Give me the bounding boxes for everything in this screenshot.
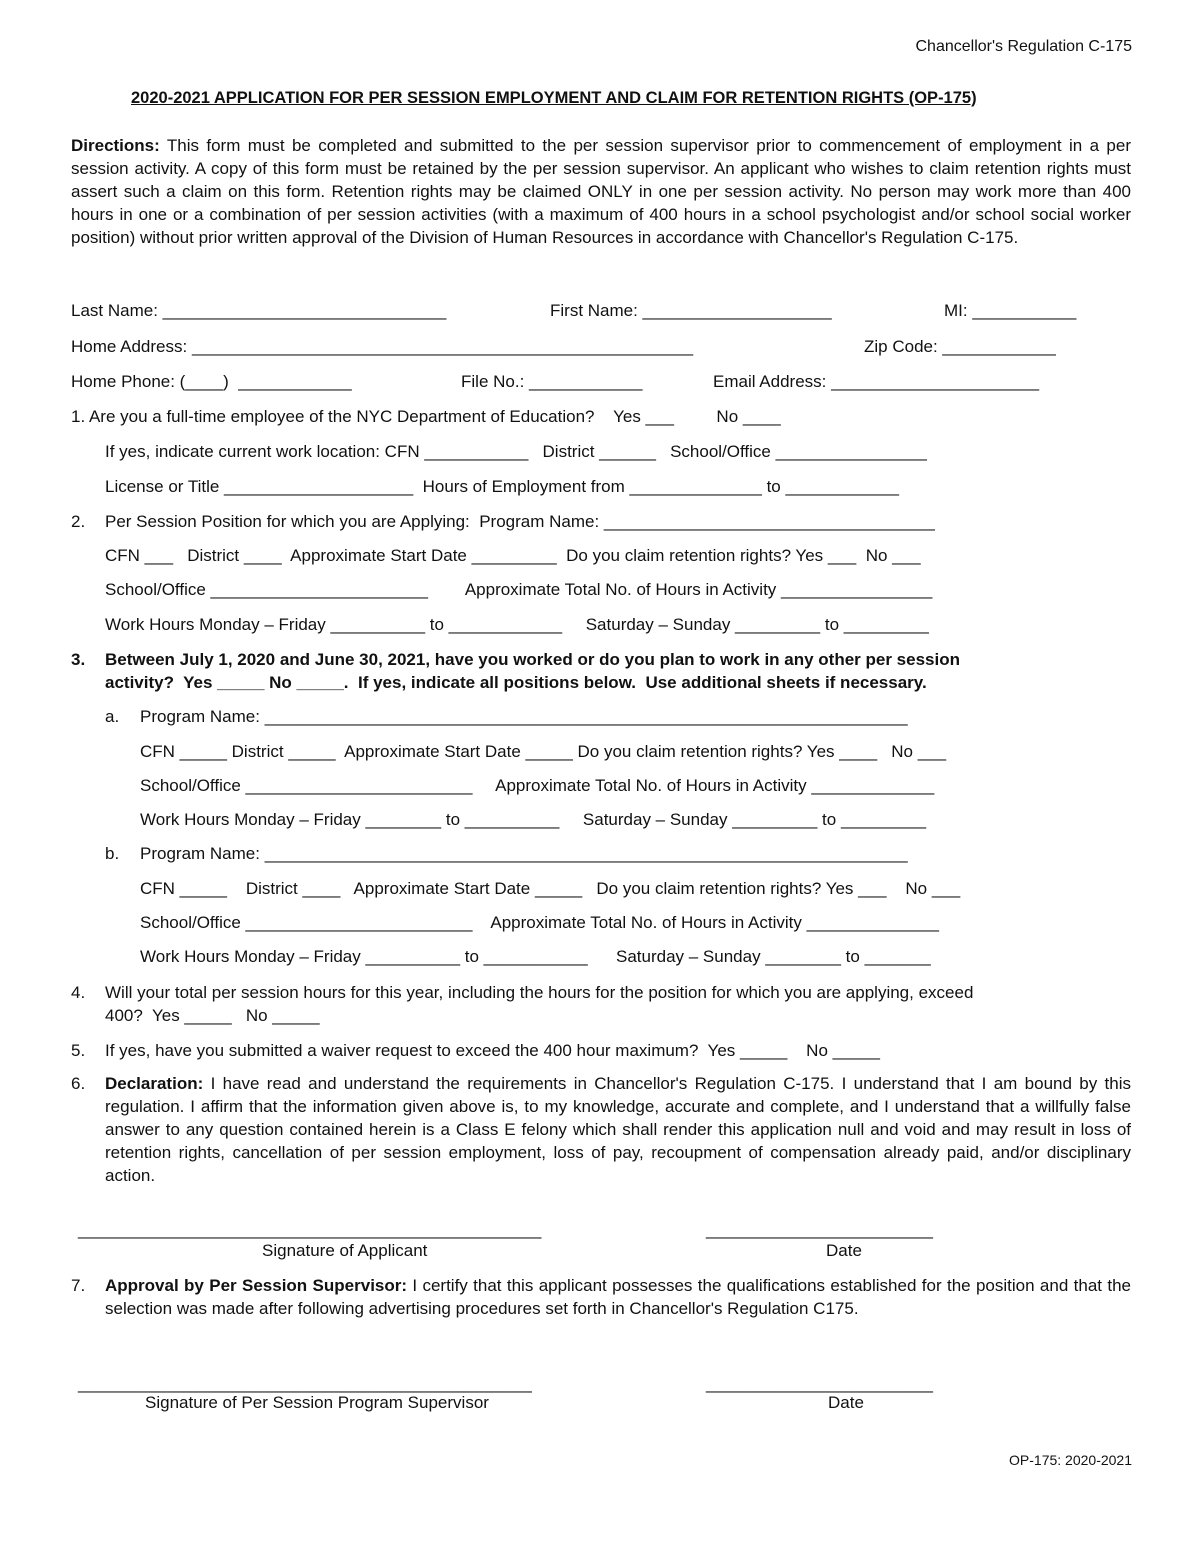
mi-field[interactable]: MI: ___________	[944, 301, 1077, 320]
q3b-hours-line[interactable]: Work Hours Monday – Friday __________ to ___________ Saturday – Sunday ________ to _______	[140, 947, 931, 966]
approval-label: Approval by Per Session Supervisor:	[105, 1276, 408, 1295]
q2-hours-line[interactable]: Work Hours Monday – Friday __________ to ____________ Saturday – Sunday _________ to _________	[105, 615, 929, 634]
declaration-paragraph	[105, 1072, 1131, 1187]
q4-line2[interactable]: 400? Yes _____ No _____	[105, 1006, 320, 1025]
q2-position-line[interactable]: Per Session Position for which you are Applying: Program Name: ___________________________________	[105, 512, 935, 531]
supervisor-signature-line[interactable]: ________________________________________________	[78, 1374, 532, 1393]
q3b-label: b.	[105, 844, 120, 863]
q7-number: 7.	[71, 1276, 86, 1295]
directions-paragraph	[71, 134, 1131, 249]
supervisor-date-label: Date	[828, 1393, 864, 1412]
form-title: 2020-2021 APPLICATION FOR PER SESSION EMPLOYMENT AND CLAIM FOR RETENTION RIGHTS (OP-175)	[131, 89, 977, 107]
directions-text: This form must be completed and submitted to the per session supervisor prior to commencement of employment in a per session activity. A copy of this form must be retained by the per session supervisor. An applicant who wishes to claim retention rights must assert such a claim on this form. Retention rights may be claimed ONLY in one per session activity. No person may work more than 400 hours in one or a combination of per session activities (with a maximum of 400 hours in a school psychologist and/or school social worker position) without prior written approval of the Division of Human Resources in accordance with Chancellor's Regulation C-175.	[71, 136, 1131, 247]
supervisor-date-line[interactable]: ________________________	[706, 1374, 933, 1393]
first-name-field[interactable]: First Name: ____________________	[550, 301, 832, 320]
last-name-field[interactable]: Last Name: ______________________________	[71, 301, 447, 320]
q3b-school-line[interactable]: School/Office ________________________ Approximate Total No. of Hours in Activity ______________	[140, 913, 939, 932]
approval-paragraph	[105, 1274, 1131, 1320]
q4-number: 4.	[71, 983, 86, 1002]
email-field[interactable]: Email Address: ______________________	[713, 372, 1040, 391]
declaration-label: Declaration:	[105, 1074, 204, 1093]
q3a-program-line[interactable]: Program Name: ____________________________________________________________________	[140, 707, 908, 726]
approval-text: I certify that this applicant possesses the qualifications established for the position and that the selection was made after following advertising procedures set forth in Chancellor's Regulation C175.	[105, 1276, 1131, 1318]
q3b-cfn-line[interactable]: CFN _____ District ____ Approximate Start Date _____ Do you claim retention rights? Yes ___ No ___	[140, 879, 961, 898]
directions-label: Directions:	[71, 136, 160, 155]
q5-number: 5.	[71, 1041, 86, 1060]
applicant-date-label: Date	[826, 1241, 862, 1260]
file-no-field[interactable]: File No.: ____________	[461, 372, 643, 391]
q3a-hours-line[interactable]: Work Hours Monday – Friday ________ to __________ Saturday – Sunday _________ to _________	[140, 810, 927, 829]
q1-license-line[interactable]: License or Title ____________________ Hours of Employment from ______________ to ____________	[105, 477, 899, 496]
home-phone-field[interactable]: Home Phone: (____) ____________	[71, 372, 352, 391]
form-id-footer: OP-175: 2020-2021	[1009, 1452, 1132, 1468]
applicant-signature-line[interactable]: _________________________________________________	[78, 1220, 542, 1239]
q3-text-line2[interactable]: activity? Yes _____ No _____. If yes, indicate all positions below. Use additional sheets if necessary.	[105, 673, 927, 692]
q3-text-line1: Between July 1, 2020 and June 30, 2021, have you worked or do you plan to work in any other per session	[105, 650, 960, 669]
q6-number: 6.	[71, 1074, 86, 1093]
q1-work-location[interactable]: If yes, indicate current work location: CFN ___________ District ______ School/Office ________________	[105, 442, 927, 461]
home-address-field[interactable]: Home Address: _____________________________________________________	[71, 337, 694, 356]
q2-number: 2.	[71, 512, 86, 531]
q2-school-line[interactable]: School/Office _______________________ Approximate Total No. of Hours in Activity ________________	[105, 580, 933, 599]
q4-line1: Will your total per session hours for this year, including the hours for the position for which you are applying, exceed	[105, 983, 974, 1002]
q3a-school-line[interactable]: School/Office ________________________ Approximate Total No. of Hours in Activity _____________	[140, 776, 935, 795]
regulation-header: Chancellor's Regulation C-175	[915, 38, 1132, 55]
zip-code-field[interactable]: Zip Code: ____________	[864, 337, 1056, 356]
q5-line[interactable]: If yes, have you submitted a waiver request to exceed the 400 hour maximum? Yes _____ No _____	[105, 1041, 880, 1060]
q3a-cfn-line[interactable]: CFN _____ District _____ Approximate Start Date _____ Do you claim retention rights? Yes ____ No ___	[140, 742, 947, 761]
supervisor-signature-label: Signature of Per Session Program Supervisor	[145, 1393, 489, 1412]
q2-cfn-line[interactable]: CFN ___ District ____ Approximate Start Date _________ Do you claim retention rights? Yes ___ No ___	[105, 546, 921, 565]
applicant-date-line[interactable]: ________________________	[706, 1220, 933, 1239]
q1-question[interactable]: 1. Are you a full-time employee of the NYC Department of Education? Yes ___ No ____	[71, 407, 781, 426]
q3a-label: a.	[105, 707, 120, 726]
applicant-signature-label: Signature of Applicant	[262, 1241, 428, 1260]
q3b-program-line[interactable]: Program Name: ____________________________________________________________________	[140, 844, 908, 863]
declaration-text: I have read and understand the requirements in Chancellor's Regulation C-175. I understand that I am bound by this regulation. I affirm that the information given above is, to my knowledge, accurate and complete, and I understand that a willfully false answer to any question contained herein is a Class E felony which shall render this application null and void and may result in loss of retention rights, cancellation of per session employment, loss of pay, recoupment of compensation already paid, and/or disciplinary action.	[105, 1074, 1131, 1185]
q3-number: 3.	[71, 650, 86, 669]
